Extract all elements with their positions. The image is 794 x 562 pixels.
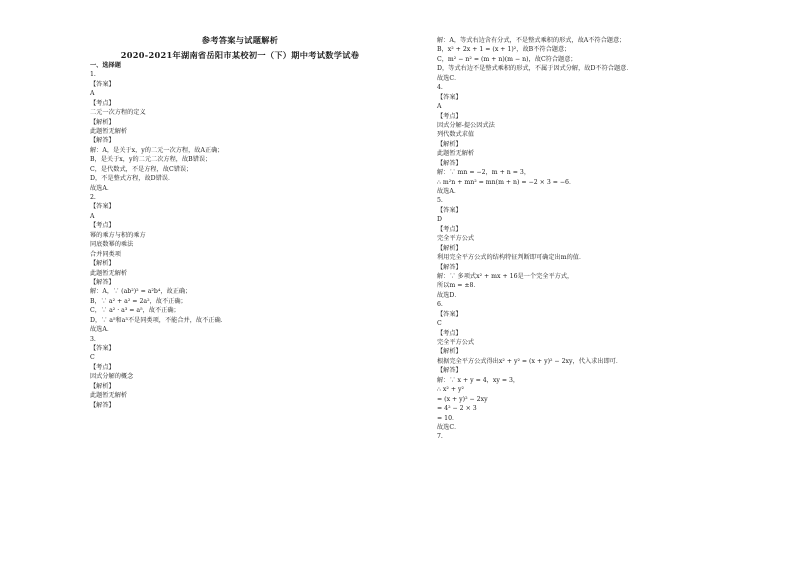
question-number: 3. [90, 335, 96, 343]
page-subtitle: 2020-2021年湖南省岳阳市某校初一（下）期中考试数学试卷 [120, 50, 360, 61]
solution-line: 所以m = ±8． [437, 282, 480, 290]
knowledge-text: 因式分解-提公因式法 [437, 121, 495, 129]
solution-line: C，是代数式，不是方程，故C错误； [90, 165, 193, 173]
answer-heading: 【答案】 [90, 345, 115, 352]
solution-heading: 【解答】 [437, 367, 462, 375]
solution-line: C，∵ a² · a³ = a⁵，故不正确； [90, 307, 180, 315]
solution-line: 故选A． [90, 184, 114, 192]
solution-heading: 【解答】 [437, 263, 462, 271]
solution-heading: 【解答】 [90, 401, 115, 409]
solution-line: 故选A． [90, 326, 114, 334]
solution-line: = 4² − 2 × 3 [437, 405, 477, 413]
answer-value: C [437, 320, 442, 328]
solution-line: D，不是整式方程，故D错误． [90, 175, 175, 183]
page-title: 参考答案与试题解析 [201, 35, 279, 45]
answer-heading: 【答案】 [437, 206, 462, 214]
solution-line: 解：∵ mn = −2，m + n = 3， [437, 169, 531, 177]
solution-heading: 【解答】 [90, 278, 115, 286]
answer-value: A [90, 90, 95, 98]
analysis-text: 此题暂无解析 [90, 269, 128, 277]
knowledge-text: 合并同类项 [90, 250, 121, 258]
knowledge-text: 完全平方公式 [437, 235, 475, 243]
section-heading: 一、选择题 [90, 61, 121, 69]
solution-heading: 【解答】 [437, 159, 462, 167]
analysis-heading: 【解析】 [90, 118, 115, 126]
analysis-text: 利用完全平方公式的结构特征判断即可确定出m的值． [437, 254, 586, 262]
knowledge-text: 完全平方公式 [437, 339, 475, 346]
solution-heading: 【解答】 [90, 137, 115, 145]
knowledge-heading: 【考点】 [90, 222, 115, 230]
answer-value: A [437, 103, 442, 111]
solution-line: ∴ x² + y² [437, 386, 464, 394]
knowledge-text: 因式分解的概念 [90, 373, 134, 381]
analysis-text: 根据完全平方公式得出x² + y² = (x + y)² − 2xy，代入求出即可． [437, 357, 623, 365]
question-number: 4. [437, 84, 443, 92]
right-column [437, 36, 737, 442]
solution-line: 解：∵ 多项式x² + mx + 16是一个完全平方式， [437, 272, 574, 280]
answer-value: C [90, 354, 95, 362]
question-number: 5. [437, 197, 443, 205]
knowledge-heading: 【考点】 [437, 112, 462, 120]
left-column [90, 36, 390, 410]
answer-heading: 【答案】 [437, 310, 462, 318]
question-number: 2. [90, 194, 96, 201]
knowledge-heading: 【考点】 [90, 363, 115, 371]
analysis-text: 此题暂无解析 [90, 392, 128, 400]
solution-line: D，等式右边不是整式乘积的形式，不属于因式分解，故D不符合题意． [437, 65, 633, 73]
knowledge-text: 同底数幂的乘法 [90, 241, 134, 249]
solution-line: 故选C． [437, 74, 461, 82]
solution-line: B，∵ a² + a² = 2a²，故不正确； [90, 297, 187, 305]
solution-line: 故选D． [437, 291, 461, 299]
solution-line: 故选A． [437, 188, 461, 195]
solution-line: 解：A，等式右边含有分式，不是整式乘积的形式，故A不符合题意； [437, 37, 626, 44]
solution-line: 解：∵ x + y = 4，xy = 3， [437, 376, 520, 384]
analysis-text: 此题暂无解析 [437, 150, 475, 158]
solution-line: ∴ m²n + mn² = mn(m + n) = −2 × 3 = −6． [437, 178, 576, 186]
left-lines [90, 61, 390, 410]
question-number: 1. [90, 71, 96, 79]
solution-line: C，m² − n² = (m + n)(m − n)，故C符合题意； [437, 55, 577, 63]
knowledge-heading: 【考点】 [90, 99, 115, 107]
solution-line: = (x + y)² − 2xy [437, 395, 488, 403]
answer-heading: 【答案】 [437, 93, 462, 101]
knowledge-text: 二元一次方程的定义 [90, 109, 146, 117]
solution-line: = 10． [437, 414, 459, 422]
question-number: 7. [437, 433, 443, 441]
analysis-heading: 【解析】 [437, 140, 462, 148]
answer-heading: 【答案】 [90, 80, 115, 88]
knowledge-heading: 【考点】 [437, 225, 462, 233]
answer-value: A [90, 212, 95, 220]
knowledge-text: 幂的乘方与积的乘方 [90, 231, 146, 239]
analysis-heading: 【解析】 [90, 260, 115, 268]
analysis-heading: 【解析】 [90, 382, 115, 390]
knowledge-text: 列代数式求值 [437, 131, 475, 139]
solution-line: D，∵ a⁵和a³不是同类项，不能合并，故不正确． [90, 316, 227, 324]
analysis-text: 此题暂无解析 [90, 127, 128, 135]
analysis-heading: 【解析】 [437, 348, 462, 356]
question-number: 6. [437, 301, 443, 309]
solution-line: 解：A，是关于x，y的二元一次方程，故A正确； [90, 146, 224, 154]
solution-line: B，是关于x，y的二元二次方程，故B错误； [90, 156, 212, 164]
answer-value: D [437, 216, 442, 224]
knowledge-heading: 【考点】 [437, 329, 462, 337]
analysis-heading: 【解析】 [437, 244, 462, 252]
solution-line: 解：A，∵ (ab²)² = a²b⁴，故正确； [90, 288, 192, 296]
answer-heading: 【答案】 [90, 203, 115, 211]
solution-line: B，x² + 2x + 1 = (x + 1)²，故B不符合题意； [437, 46, 571, 54]
solution-line: 故选C． [437, 423, 461, 431]
